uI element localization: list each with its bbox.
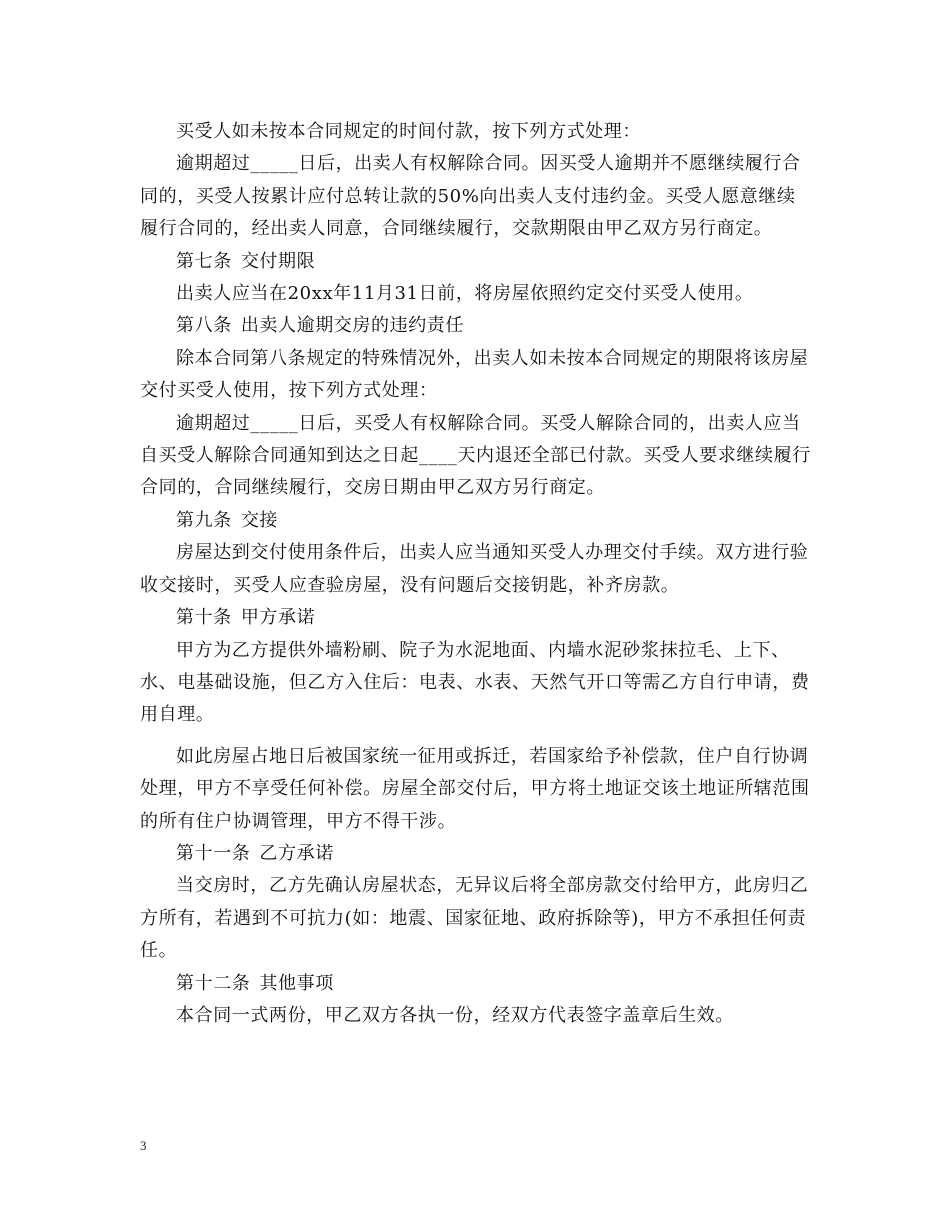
heading-article-12 <box>140 968 812 1000</box>
paragraph-requisition: 如此房屋占地日后被国家统一征用或拆迁，若国家给予补偿款，住户自行协调处理，甲方不享受任何补偿。房屋全部交付后，甲方将土地证交该土地证所辖范围的所有住户协调管理，甲方不得干涉。 <box>140 745 810 832</box>
heading-article-11 <box>140 838 812 870</box>
heading-title: 交付期限 <box>240 250 316 272</box>
heading-title: 交接 <box>240 509 279 531</box>
heading-title: 出卖人逾期交房的违约责任 <box>240 315 465 337</box>
heading-number: 第十条 <box>176 607 232 629</box>
paragraph-party-a-provisions: 甲方为乙方提供外墙粉刷、院子为水泥地面、内墙水泥砂浆抹拉毛、上下、水、电基础设施，但乙方入住后：电表、水表、天然气开口等需乙方自行申请，费用自理。 <box>140 639 810 726</box>
heading-title: 乙方承诺 <box>259 842 334 864</box>
heading-article-7 <box>140 246 812 278</box>
paragraph-delivery-date: 出卖人应当在20xx年11月31日前，将房屋依照约定交付买受人使用。 <box>176 283 754 305</box>
paragraph-payment-overdue: 逾期超过_____日后，出卖人有权解除合同。因买受人逾期并不愿继续履行合同的，买受人按累计应付总转让款的50%向出卖人支付违约金。买受人愿意继续履行合同的，经出卖人同意，合同继续履行，交款期限由甲乙双方另行商定。 <box>140 153 801 240</box>
paragraph-copies: 本合同一式两份，甲乙双方各执一份，经双方代表签字盖章后生效。 <box>176 1004 734 1026</box>
heading-number: 第十二条 <box>176 972 251 994</box>
paragraph-party-b-commitment: 当交房时，乙方先确认房屋状态，无异议后将全部房款交付给甲方，此房归乙方所有，若遇到不可抗力(如：地震、国家征地、政府拆除等)，甲方不承担任何责任。 <box>140 875 809 962</box>
heading-title: 甲方承诺 <box>240 607 316 629</box>
heading-number: 第十一条 <box>176 842 251 864</box>
paragraph-late-delivery: 除本合同第八条规定的特殊情况外，出卖人如未按本合同规定的期限将该房屋交付买受人使用，按下列方式处理： <box>140 347 809 402</box>
paragraph-handover: 房屋达到交付使用条件后，出卖人应当通知买受人办理交付手续。双方进行验收交接时，买受人应查验房屋，没有问题后交接钥匙，补齐房款。 <box>140 542 809 596</box>
heading-article-10 <box>140 602 812 634</box>
paragraph-payment-handling: 买受人如未按本合同规定的时间付款，按下列方式处理： <box>176 121 641 142</box>
page-number: 3 <box>140 1138 147 1153</box>
heading-article-8 <box>140 310 812 342</box>
heading-title: 其他事项 <box>259 972 334 994</box>
heading-number: 第七条 <box>176 250 232 272</box>
heading-number: 第九条 <box>176 509 232 531</box>
heading-number: 第八条 <box>176 315 232 337</box>
document-body <box>140 116 812 1032</box>
paragraph-late-delivery-overdue: 逾期超过_____日后，买受人有权解除合同。买受人解除合同的，出卖人应当自买受人解除合同通知到达之日起____天内退还全部已付款。买受人要求继续履行合同的，合同继续履行，交房日期由甲乙双方另行商定。 <box>140 412 811 499</box>
heading-article-9 <box>140 505 812 537</box>
